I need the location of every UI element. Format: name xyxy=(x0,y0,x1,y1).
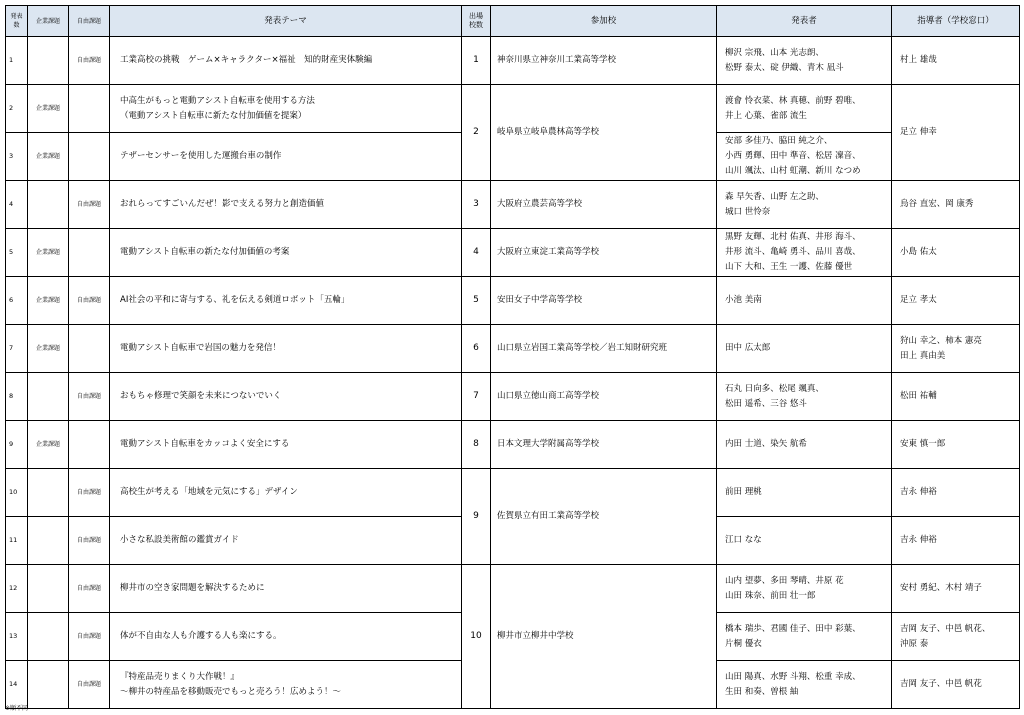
row-number: 2 xyxy=(6,85,28,133)
presenters-cell: 山内 望夢、多田 琴晴、井原 花 山田 珠奈、前田 壮一郎 xyxy=(717,565,892,613)
header-advisor: 指導者（学校窓口） xyxy=(892,6,1020,37)
school-count-cell: 3 xyxy=(462,181,491,229)
row-number: 9 xyxy=(6,421,28,469)
theme-cell: 小さな私設美術館の鑑賞ガイド xyxy=(110,517,462,565)
advisor-cell: 安村 勇紀、木村 靖子 xyxy=(892,565,1020,613)
theme-cell: テザーセンサーを使用した運搬台車の制作 xyxy=(110,133,462,181)
theme-cell: 柳井市の空き家問題を解決するために xyxy=(110,565,462,613)
presenters-cell: 柳沢 宗飛、山本 光志朗、 松野 泰太、碇 伊織、青木 凪斗 xyxy=(717,37,892,85)
corp-task-label: 企業課題 xyxy=(28,85,69,133)
advisor-cell: 吉永 伸裕 xyxy=(892,517,1020,565)
advisor-cell: 狩山 幸之、柿本 憲亮 田上 真由美 xyxy=(892,325,1020,373)
header-count: 出場 校数 xyxy=(462,6,491,37)
school-count-cell: 10 xyxy=(462,565,491,709)
free-task-label: 自由課題 xyxy=(69,277,110,325)
presenters-cell: 森 早矢香、山野 左之助、 城口 世怜奈 xyxy=(717,181,892,229)
advisor-cell: 安東 慎一郎 xyxy=(892,421,1020,469)
row-number: 6 xyxy=(6,277,28,325)
school-count-cell: 5 xyxy=(462,277,491,325)
table-row xyxy=(6,181,1020,229)
school-cell: 山口県立徳山商工高等学校 xyxy=(491,373,717,421)
presenters-cell: 石丸 日向多、松尾 颯真、 松田 遥希、三谷 悠斗 xyxy=(717,373,892,421)
table-row xyxy=(6,277,1020,325)
free-task-label: 自由課題 xyxy=(69,181,110,229)
row-number: 3 xyxy=(6,133,28,181)
table-row xyxy=(6,85,1020,133)
school-cell: 安田女子中学高等学校 xyxy=(491,277,717,325)
row-number: 10 xyxy=(6,469,28,517)
free-task-label xyxy=(69,133,110,181)
presenters-cell: 小池 美南 xyxy=(717,277,892,325)
advisor-cell: 足立 孝太 xyxy=(892,277,1020,325)
presenters-cell: 山田 陽真、水野 斗翔、松重 幸成、 生田 和奏、曽根 紬 xyxy=(717,661,892,709)
row-number: 14 xyxy=(6,661,28,709)
row-number: 5 xyxy=(6,229,28,277)
theme-cell: おれらってすごいんだぜ！影で支える努力と創造価値 xyxy=(110,181,462,229)
theme-cell: 電動アシスト自転車をカッコよく安全にする xyxy=(110,421,462,469)
corp-task-label xyxy=(28,373,69,421)
theme-cell: 電動アシスト自転車で岩国の魅力を発信！ xyxy=(110,325,462,373)
corp-task-label xyxy=(28,181,69,229)
school-cell: 神奈川県立神奈川工業高等学校 xyxy=(491,37,717,85)
header-theme: 発表テーマ xyxy=(110,6,462,37)
row-number: 7 xyxy=(6,325,28,373)
school-cell: 佐賀県立有田工業高等学校 xyxy=(491,469,717,565)
corp-task-label: 企業課題 xyxy=(28,325,69,373)
theme-cell: 中高生がもっと電動アシスト自転車を使用する方法 （電動アシスト自転車に新たな付加価値を提案） xyxy=(110,85,462,133)
theme-cell: おもちゃ修理で笑顔を未来につないでいく xyxy=(110,373,462,421)
advisor-cell: 松田 祐輔 xyxy=(892,373,1020,421)
free-task-label: 自由課題 xyxy=(69,517,110,565)
presenters-cell: 黒野 友輝、北村 佑真、井形 海斗、 井形 流斗、亀崎 勇斗、品川 喜哉、 山下 大和、王生 一護、佐藤 優世 xyxy=(717,229,892,277)
presenters-cell: 安部 多佳乃、脇田 純之介、 小西 勇輝、田中 準音、松居 凜音、 山川 颯汰、山村 虹潮、新川 なつめ xyxy=(717,133,892,181)
header-corp: 企業課題 xyxy=(28,6,69,37)
row-number: 1 xyxy=(6,37,28,85)
advisor-cell: 足立 伸幸 xyxy=(892,85,1020,181)
row-number: 13 xyxy=(6,613,28,661)
theme-cell: 電動アシスト自転車の新たな付加価値の考案 xyxy=(110,229,462,277)
theme-cell: 高校生が考える「地域を元気にする」デザイン xyxy=(110,469,462,517)
school-cell: 大阪府立東淀工業高等学校 xyxy=(491,229,717,277)
table-row xyxy=(6,229,1020,277)
table-row xyxy=(6,325,1020,373)
school-count-cell: 1 xyxy=(462,37,491,85)
free-task-label: 自由課題 xyxy=(69,613,110,661)
row-number: 4 xyxy=(6,181,28,229)
corp-task-label: 企業課題 xyxy=(28,229,69,277)
advisor-cell: 烏谷 直宏、岡 康秀 xyxy=(892,181,1020,229)
school-cell: 柳井市立柳井中学校 xyxy=(491,565,717,709)
school-cell: 岐阜県立岐阜農林高等学校 xyxy=(491,85,717,181)
header-presenters: 発表者 xyxy=(717,6,892,37)
theme-cell: 体が不自由な人も介護する人も楽にする。 xyxy=(110,613,462,661)
advisor-cell: 吉永 伸裕 xyxy=(892,469,1020,517)
school-cell: 山口県立岩国工業高等学校／岩工知財研究班 xyxy=(491,325,717,373)
presentation-table xyxy=(5,5,1020,709)
school-count-cell: 8 xyxy=(462,421,491,469)
school-count-cell: 2 xyxy=(462,85,491,181)
theme-cell: AI社会の平和に寄与する、礼を伝える剣道ロボット「五輪」 xyxy=(110,277,462,325)
corp-task-label xyxy=(28,565,69,613)
presenters-cell: 橋本 瑞歩、君國 佳子、田中 彩葉、 片桐 優衣 xyxy=(717,613,892,661)
free-task-label: 自由課題 xyxy=(69,469,110,517)
row-number: 11 xyxy=(6,517,28,565)
row-number: 12 xyxy=(6,565,28,613)
school-cell: 日本文理大学附属高等学校 xyxy=(491,421,717,469)
school-count-cell: 9 xyxy=(462,469,491,565)
free-task-label xyxy=(69,229,110,277)
free-task-label xyxy=(69,421,110,469)
corp-task-label: 企業課題 xyxy=(28,277,69,325)
advisor-cell: 村上 雄哉 xyxy=(892,37,1020,85)
free-task-label: 自由課題 xyxy=(69,373,110,421)
free-task-label: 自由課題 xyxy=(69,565,110,613)
corp-task-label: 企業課題 xyxy=(28,133,69,181)
table-row xyxy=(6,37,1020,85)
corp-task-label xyxy=(28,37,69,85)
theme-cell: 『特産品売りまくり大作戦！』 ～柳井の特産品を移動販売でもっと売ろう！広めよう！～ xyxy=(110,661,462,709)
theme-cell: 工業高校の挑戦 ゲーム×キャラクター×福祉 知的財産実体験編 xyxy=(110,37,462,85)
advisor-cell: 吉岡 友子、中邑 帆花 xyxy=(892,661,1020,709)
corp-task-label xyxy=(28,661,69,709)
table-row xyxy=(6,565,1020,613)
school-count-cell: 6 xyxy=(462,325,491,373)
school-count-cell: 4 xyxy=(462,229,491,277)
table-row xyxy=(6,373,1020,421)
header-school: 参加校 xyxy=(491,6,717,37)
presenters-cell: 田中 広太郎 xyxy=(717,325,892,373)
corp-task-label xyxy=(28,613,69,661)
school-count-cell: 7 xyxy=(462,373,491,421)
row-number: 8 xyxy=(6,373,28,421)
advisor-cell: 小島 佑太 xyxy=(892,229,1020,277)
table-row xyxy=(6,421,1020,469)
corp-task-label xyxy=(28,517,69,565)
presenters-cell: 渡會 怜衣菜、林 真穂、前野 碧唯、 井上 心葉、雀部 流生 xyxy=(717,85,892,133)
corp-task-label xyxy=(28,469,69,517)
corp-task-label: 企業課題 xyxy=(28,421,69,469)
free-task-label: 自由課題 xyxy=(69,661,110,709)
footnote: ※順不同 xyxy=(5,705,29,712)
school-cell: 大阪府立農芸高等学校 xyxy=(491,181,717,229)
free-task-label xyxy=(69,85,110,133)
presenters-cell: 江口 なな xyxy=(717,517,892,565)
table-row xyxy=(6,469,1020,517)
presenters-cell: 内田 士道、染矢 航希 xyxy=(717,421,892,469)
advisor-cell: 吉岡 友子、中邑 帆花、 沖原 泰 xyxy=(892,613,1020,661)
header-row xyxy=(6,6,1020,37)
header-no: 発表 数 xyxy=(6,6,28,37)
header-free: 自由課題 xyxy=(69,6,110,37)
free-task-label: 自由課題 xyxy=(69,37,110,85)
free-task-label xyxy=(69,325,110,373)
presenters-cell: 前田 理桃 xyxy=(717,469,892,517)
